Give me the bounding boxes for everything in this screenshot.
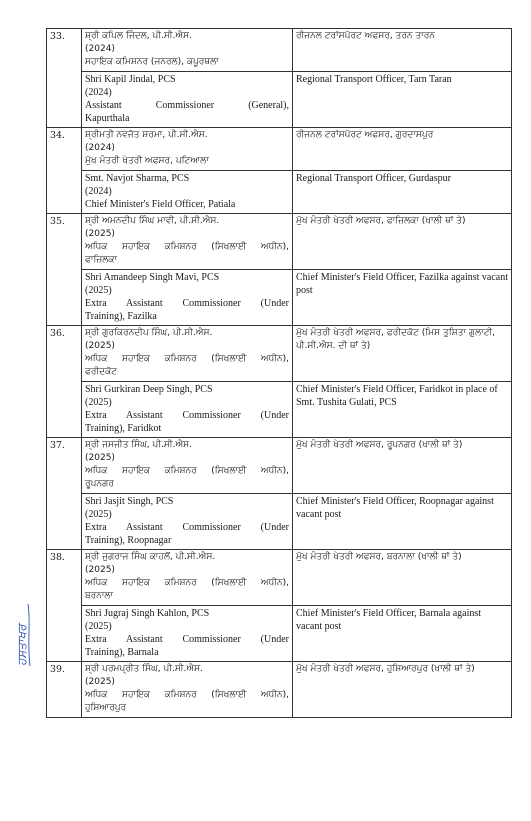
serial-number: 36.: [47, 326, 82, 438]
officer-name: ਸ਼੍ਰੀ ਗੁਰਕਿਰਨਦੀਪ ਸਿੰਘ, ਪੀ.ਸੀ.ਐਸ.: [85, 328, 213, 338]
officer-cell-punjabi: [82, 326, 293, 382]
officer-cell-punjabi: [82, 550, 293, 606]
officer-cell-english: [82, 72, 293, 128]
batch-year: (2025): [85, 453, 115, 463]
batch-year: (2024): [85, 87, 112, 98]
current-post: Extra Assistant Commissioner (Under: [85, 410, 289, 421]
current-post-cont: ਫਾਜ਼ਿਲਕਾ: [85, 255, 118, 265]
current-post-cont: Training), Fazilka: [85, 311, 157, 322]
new-post-english: Chief Minister's Field Officer, Roopnagar against vacant post: [293, 494, 512, 550]
current-post: Assistant Commissioner (General),: [85, 100, 289, 111]
table-row: [47, 438, 512, 494]
current-post-cont: ਹੁਸ਼ਿਆਰਪੁਰ: [85, 703, 127, 713]
officer-name: Shri Amandeep Singh Mavi, PCS: [85, 272, 220, 283]
officer-name: Smt. Navjot Sharma, PCS: [85, 173, 190, 184]
current-post: Extra Assistant Commissioner (Under: [85, 634, 289, 645]
officer-cell-punjabi: [82, 214, 293, 270]
table-row: [47, 29, 512, 72]
handwritten-signature: [4, 600, 38, 670]
officer-cell-english: [82, 270, 293, 326]
batch-year: (2025): [85, 397, 112, 408]
table-row: [47, 662, 512, 718]
officer-cell-punjabi: [82, 29, 293, 72]
serial-number: 34.: [47, 128, 82, 214]
current-post-cont: ਫਰੀਦਕੋਟ: [85, 367, 118, 377]
officer-cell-punjabi: [82, 128, 293, 171]
batch-year: (2025): [85, 677, 115, 687]
officer-cell-english: [82, 171, 293, 214]
table-row: [47, 128, 512, 171]
batch-year: (2025): [85, 509, 112, 520]
officer-name: Shri Jugraj Singh Kahlon, PCS: [85, 608, 210, 619]
new-post-punjabi: ਮੁੱਖ ਮੰਤਰੀ ਖੇਤਰੀ ਅਫਸਰ, ਰੂਪਨਗਰ (ਖਾਲੀ ਥਾਂ ਤੇ): [293, 438, 512, 494]
current-post-cont: ਰੂਪਨਗਰ: [85, 479, 114, 489]
table-row: [47, 606, 512, 662]
table-row: [47, 326, 512, 382]
new-post-punjabi: ਮੁੱਖ ਮੰਤਰੀ ਖੇਤਰੀ ਅਫਸਰ, ਹੁਸ਼ਿਆਰਪੁਰ (ਖਾਲੀ ਥਾਂ ਤੇ): [293, 662, 512, 718]
officer-cell-english: [82, 494, 293, 550]
current-post: ਅਧਿਕ ਸਹਾਇਕ ਕਮਿਸ਼ਨਰ (ਸਿਖਲਾਈ ਅਧੀਨ),: [85, 578, 289, 588]
current-post-cont: Training), Faridkot: [85, 423, 162, 434]
current-post: ਅਧਿਕ ਸਹਾਇਕ ਕਮਿਸ਼ਨਰ (ਸਿਖਲਾਈ ਅਧੀਨ),: [85, 690, 289, 700]
batch-year: (2025): [85, 285, 112, 296]
table-row: [47, 494, 512, 550]
current-post: ਅਧਿਕ ਸਹਾਇਕ ਕਮਿਸ਼ਨਰ (ਸਿਖਲਾਈ ਅਧੀਨ),: [85, 242, 289, 252]
batch-year: (2025): [85, 229, 115, 239]
officer-cell-punjabi: [82, 438, 293, 494]
officer-name: ਸ਼੍ਰੀ ਅਮਨਦੀਪ ਸਿੰਘ ਮਾਵੀ, ਪੀ.ਸੀ.ਐਸ.: [85, 216, 220, 226]
new-post-english: Regional Transport Officer, Tarn Taran: [293, 72, 512, 128]
table-row: [47, 270, 512, 326]
current-post: ਅਧਿਕ ਸਹਾਇਕ ਕਮਿਸ਼ਨਰ (ਸਿਖਲਾਈ ਅਧੀਨ),: [85, 354, 289, 364]
current-post: Extra Assistant Commissioner (Under: [85, 522, 289, 533]
batch-year: (2025): [85, 565, 115, 575]
new-post-punjabi: ਮੁੱਖ ਮੰਤਰੀ ਖੇਤਰੀ ਅਫਸਰ, ਬਰਨਾਲਾ (ਖਾਲੀ ਥਾਂ ਤੇ): [293, 550, 512, 606]
new-post-english: Chief Minister's Field Officer, Faridkot in place of Smt. Tushita Gulati, PCS: [293, 382, 512, 438]
batch-year: (2024): [85, 143, 115, 153]
current-post-cont: Kapurthala: [85, 113, 130, 124]
officer-name: ਸ਼੍ਰੀ ਪਰਮਪ੍ਰੀਤ ਸਿੰਘ, ਪੀ.ਸੀ.ਐਸ.: [85, 664, 203, 674]
current-post-cont: Training), Roopnagar: [85, 535, 172, 546]
serial-number: 38.: [47, 550, 82, 662]
officer-name: ਸ਼੍ਰੀ ਜਸਜੀਤ ਸਿੰਘ, ਪੀ.ਸੀ.ਐਸ.: [85, 440, 193, 450]
batch-year: (2025): [85, 341, 115, 351]
new-post-english: Chief Minister's Field Officer, Fazilka against vacant post: [293, 270, 512, 326]
current-post: Extra Assistant Commissioner (Under: [85, 298, 289, 309]
officer-name: ਸ਼੍ਰੀ ਕਪਿਲ ਜਿੰਦਲ, ਪੀ.ਸੀ.ਐਸ.: [85, 31, 192, 41]
table-row: [47, 550, 512, 606]
officer-cell-punjabi: [82, 662, 293, 718]
table-row: [47, 171, 512, 214]
officer-cell-english: [82, 606, 293, 662]
officer-name: ਸ਼੍ਰੀਮਤੀ ਨਵਜੋਤ ਸ਼ਰਮਾ, ਪੀ.ਸੀ.ਐਸ.: [85, 130, 208, 140]
officer-cell-english: [82, 382, 293, 438]
serial-number: 35.: [47, 214, 82, 326]
new-post-punjabi: ਮੁੱਖ ਮੰਤਰੀ ਖੇਤਰੀ ਅਫਸਰ, ਫਰੀਦਕੋਟ (ਮਿਸ ਤੁਸ਼ਿਤਾ ਗੁਲਾਟੀ, ਪੀ.ਸੀ.ਐਸ. ਦੀ ਥਾਂ ਤੇ): [293, 326, 512, 382]
new-post-punjabi: ਰੀਜਨਲ ਟਰਾਂਸਪੋਰਟ ਅਫਸਰ, ਤਰਨ ਤਾਰਨ: [293, 29, 512, 72]
officer-name: ਸ਼੍ਰੀ ਜੁਗਰਾਜ ਸਿੰਘ ਕਾਹਲੋਂ, ਪੀ.ਸੀ.ਐਸ.: [85, 552, 216, 562]
signature-text: ਹਸਤਾਖਰ: [15, 624, 29, 666]
officer-name: Shri Jasjit Singh, PCS: [85, 496, 174, 507]
table-row: [47, 72, 512, 128]
batch-year: (2025): [85, 621, 112, 632]
new-post-punjabi: ਰੀਜਨਲ ਟਰਾਂਸਪੋਰਟ ਅਫਸਰ, ਗੁਰਦਾਸਪੁਰ: [293, 128, 512, 171]
transfer-orders-table: [46, 28, 512, 718]
current-post: ਸਹਾਇਕ ਕਮਿਸ਼ਨਰ (ਜਨਰਲ), ਕਪੂਰਥਲਾ: [85, 57, 219, 67]
current-post-cont: ਬਰਨਾਲਾ: [85, 591, 114, 601]
new-post-punjabi: ਮੁੱਖ ਮੰਤਰੀ ਖੇਤਰੀ ਅਫਸਰ, ਫਾਜ਼ਿਲਕਾ (ਖਾਲੀ ਥਾਂ ਤੇ): [293, 214, 512, 270]
current-post: Chief Minister's Field Officer, Patiala: [85, 199, 236, 210]
batch-year: (2024): [85, 44, 115, 54]
current-post-cont: Training), Barnala: [85, 647, 159, 658]
current-post: ਮੁੱਖ ਮੰਤਰੀ ਖੇਤਰੀ ਅਫਸਰ, ਪਟਿਆਲਾ: [85, 156, 209, 166]
table-row: [47, 214, 512, 270]
serial-number: 37.: [47, 438, 82, 550]
serial-number: 33.: [47, 29, 82, 128]
new-post-english: Chief Minister's Field Officer, Barnala against vacant post: [293, 606, 512, 662]
serial-number: 39.: [47, 662, 82, 718]
current-post: ਅਧਿਕ ਸਹਾਇਕ ਕਮਿਸ਼ਨਰ (ਸਿਖਲਾਈ ਅਧੀਨ),: [85, 466, 289, 476]
officer-name: Shri Gurkiran Deep Singh, PCS: [85, 384, 213, 395]
new-post-english: Regional Transport Officer, Gurdaspur: [293, 171, 512, 214]
batch-year: (2024): [85, 186, 112, 197]
officer-name: Shri Kapil Jindal, PCS: [85, 74, 176, 85]
table-row: [47, 382, 512, 438]
